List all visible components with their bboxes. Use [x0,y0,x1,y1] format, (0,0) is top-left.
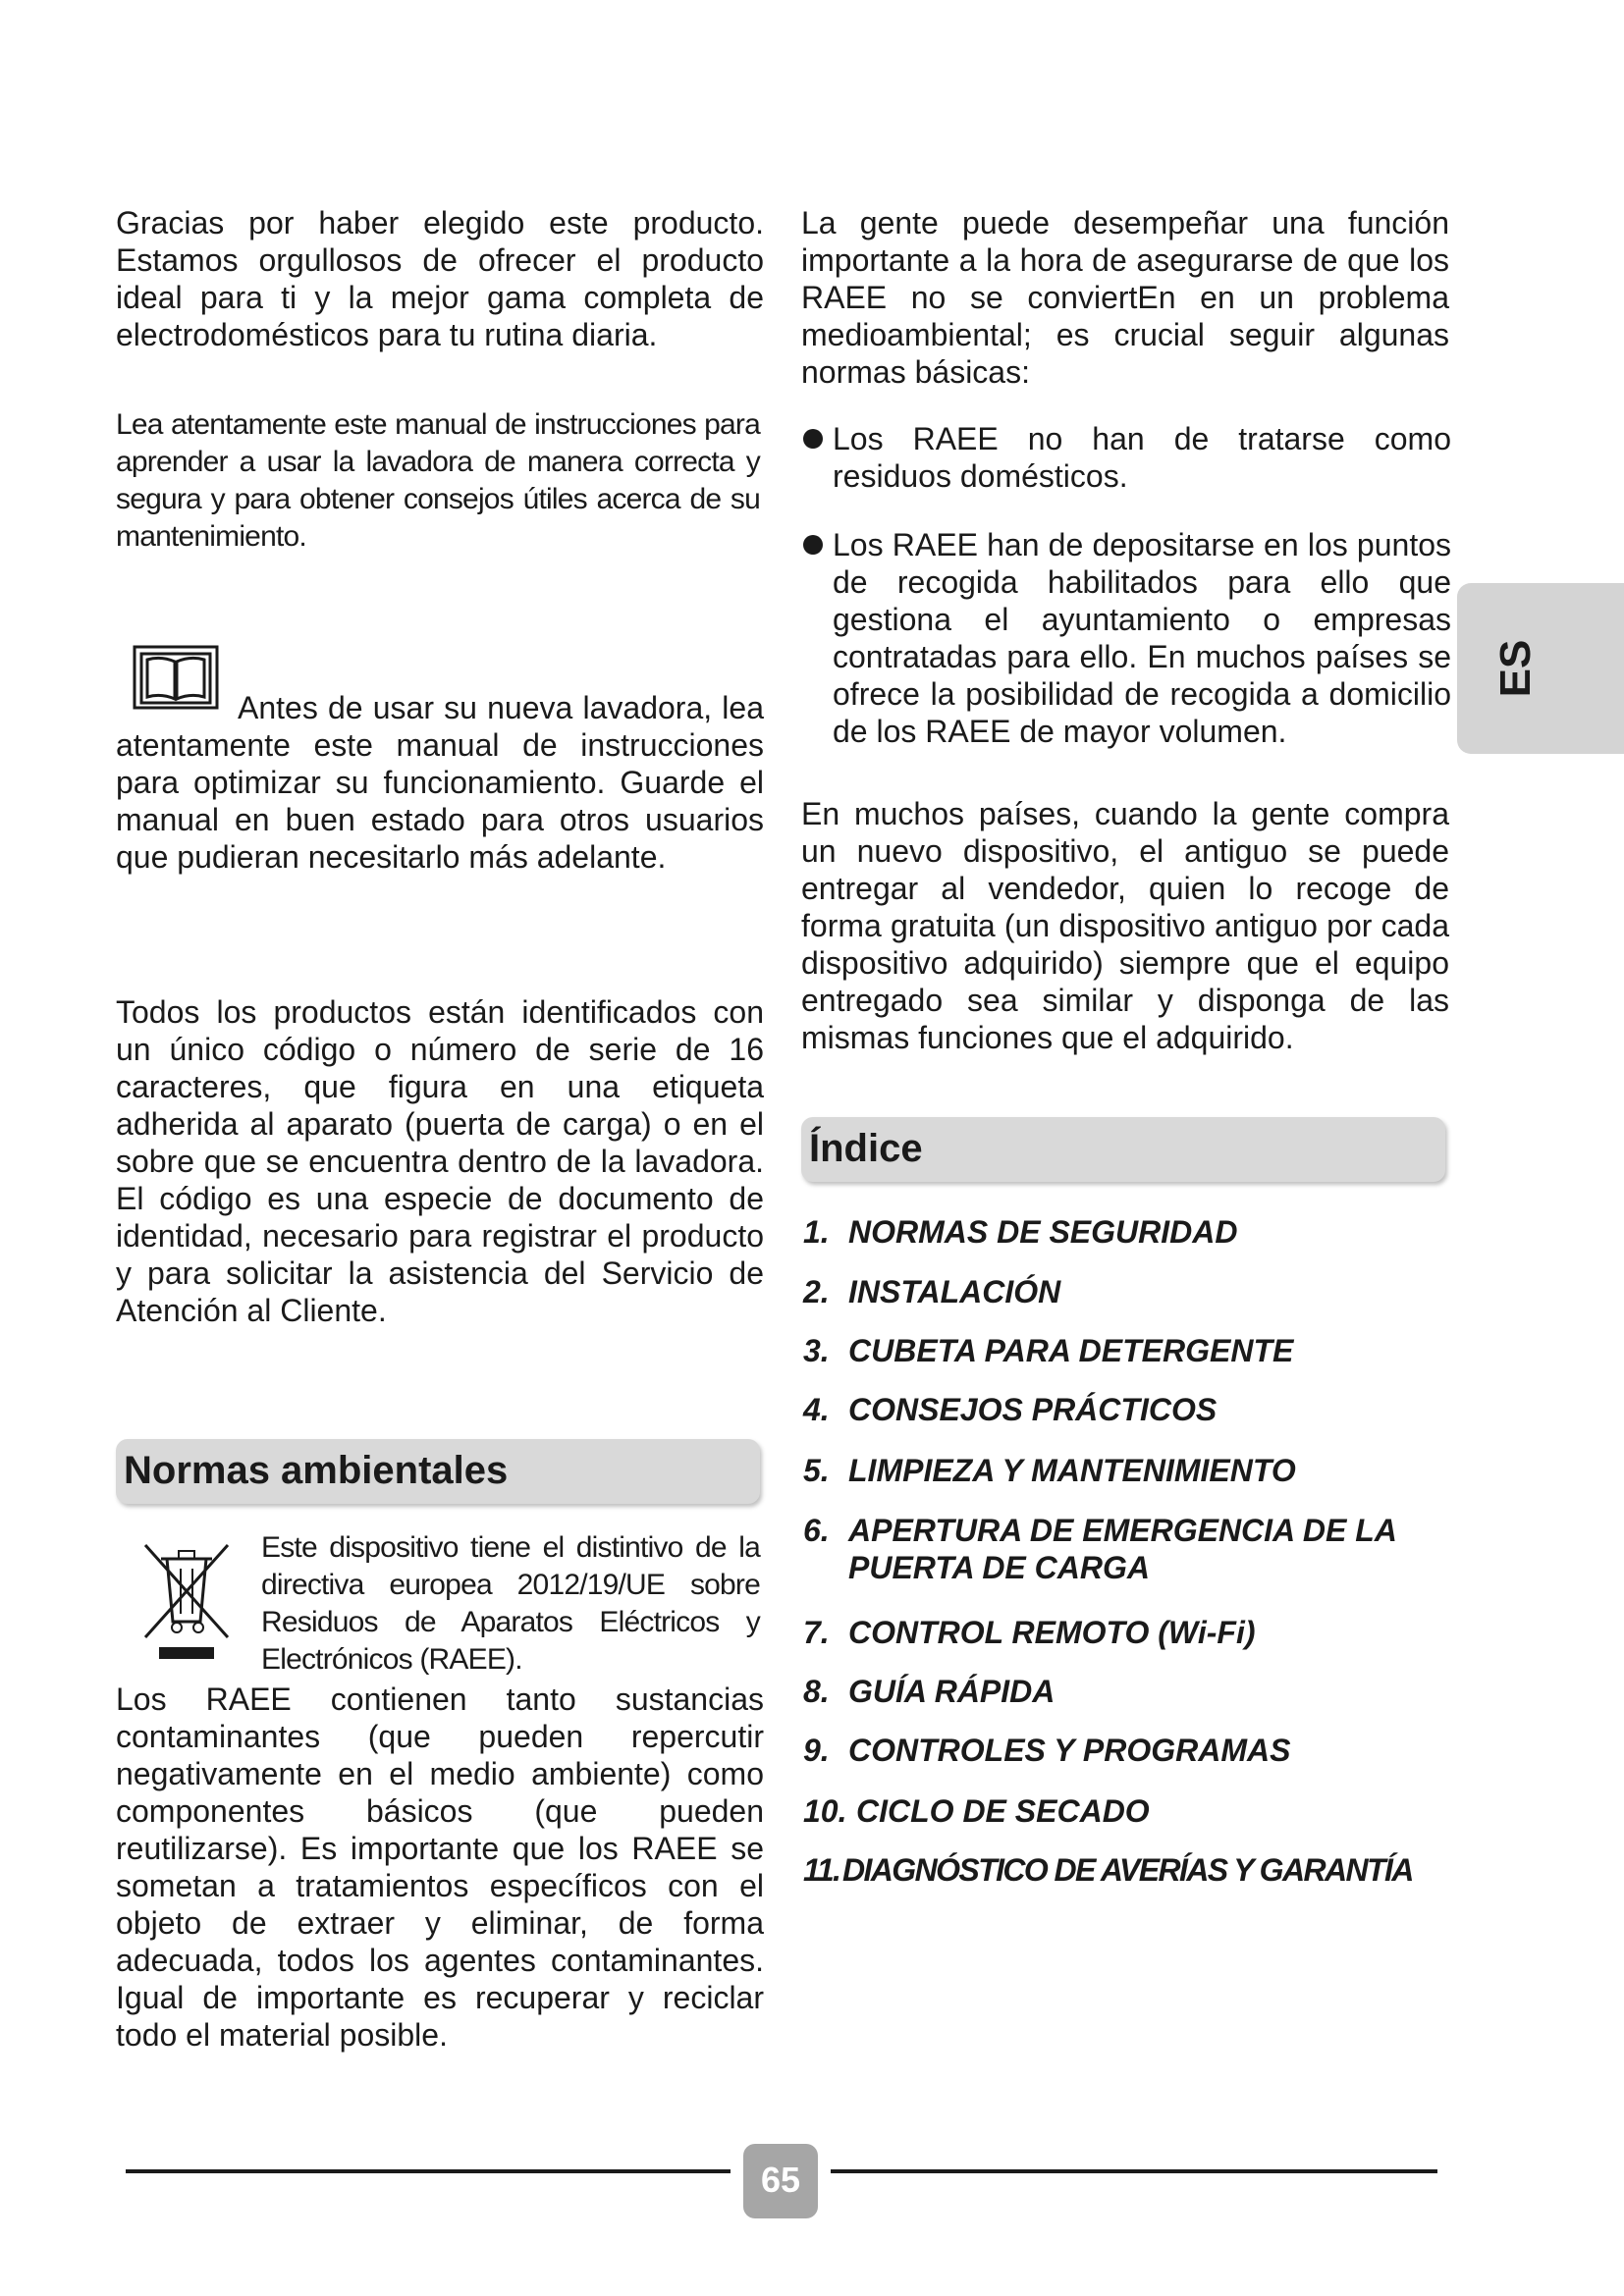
page-number: 65 [760,2160,801,2200]
index-item-number: 2. [803,1274,830,1309]
page-number-badge [743,2144,818,2218]
index-item-number: 11. [803,1852,840,1888]
index-item-label: DIAGNÓSTICO DE AVERÍAS Y GARANTÍA [842,1852,1413,1888]
index-item-label: INSTALACIÓN [848,1274,1061,1309]
index-item-number: 10. [803,1793,847,1829]
index-item-label: NORMAS DE SEGURIDAD [848,1214,1238,1250]
index-item-label: LIMPIEZA Y MANTENIMIENTO [848,1453,1296,1488]
env-heading [116,1439,760,1504]
bullet-dot-icon [803,535,823,555]
index-item-number: 1. [803,1214,830,1250]
index-item-label: CONTROLES Y PROGRAMAS [848,1733,1291,1768]
index-item-number: 3. [803,1333,830,1368]
index-item-number: 5. [803,1453,830,1488]
index-heading-label: Índice [809,1127,923,1170]
language-tab-label: ES [1491,639,1540,698]
index-item-label: CONSEJOS PRÁCTICOS [848,1392,1218,1427]
before-use-paragraph: Antes de usar su nueva lavadora, lea atentamente este manual de instrucciones para optimizar su funcionamiento. Guarde el manual en buen estado para otros usuarios que pudieran necesitarlo más adelante. [116,690,764,875]
index-item-label: CUBETA PARA DETERGENTE [848,1333,1294,1368]
footer-rule-left [126,2169,731,2173]
bullet-dot-icon [803,429,823,449]
env-heading-label: Normas ambientales [124,1449,509,1492]
index-item-label: CICLO DE SECADO [856,1793,1150,1829]
read-manual-paragraph: Lea atentamente este manual de instrucciones para aprender a usar la lavadora de manera correcta y segura y para obtener consejos útiles acerca de su mantenimiento. [116,408,760,553]
language-tab [1457,583,1624,754]
return-old-paragraph: En muchos países, cuando la gente compra un nuevo dispositivo, el antiguo se puede entregar al vendedor, quien lo recoge de forma gratuita (un dispositivo antiguo por cada dispositivo adquirido) siempre que el equipo entregado sea similar y disponga de las mismas funciones que el adquirido. [801,796,1449,1055]
index-item-label: CONTROL REMOTO (Wi-Fi) [848,1615,1256,1650]
footer-rule-right [831,2169,1437,2173]
index-item-number: 9. [803,1733,830,1768]
index-item-number: 4. [803,1392,830,1427]
bullet-text: Los RAEE no han de tratarse como residuos domésticos. [833,421,1451,494]
serial-paragraph: Todos los productos están identificados con un único código o número de serie de 16 caracteres, que figura en una etiqueta adherida al aparato (puerta de carga) o en el sobre que se encuentra dentro de la lavadora. El código es una especie de documento de identidad, necesario para registrar el producto y para solicitar la asistencia del Servicio de Atención al Cliente. [116,994,764,1328]
index-item-number: 6. [803,1513,830,1548]
bullet-text: Los RAEE han de depositarse en los puntos de recogida habilitados para ello que gestiona el ayuntamiento o empresas contratadas para ello. En muchos países se ofrece la posibilidad de recogida a domicilio de los RAEE de mayor volumen. [833,527,1451,749]
index-item-label: APERTURA DE EMERGENCIA DE LA PUERTA DE CARGA [848,1513,1396,1585]
index-item-label: GUÍA RÁPIDA [848,1674,1056,1709]
people-role-paragraph: La gente puede desempeñar una función importante a la hora de asegurarse de que los RAEE no se conviertEn en un problema medioambiental; es crucial seguir algunas normas básicas: [801,205,1449,390]
weee-bin-icon [141,1535,232,1663]
index-heading [801,1117,1445,1182]
index-item-number: 8. [803,1674,830,1709]
index-item-number: 7. [803,1615,830,1650]
weee-label-paragraph: Este dispositivo tiene el distintivo de la directiva europea 2012/19/UE sobre Residuos de Aparatos Eléctricos y Electrónicos (RAEE). [261,1531,760,1676]
weee-body-paragraph: Los RAEE contienen tanto sustancias contaminantes (que pueden repercutir negativamente en el medio ambiente) como componentes básicos (que pueden reutilizarse). Es importante que los RAEE se sometan a tratamientos específicos con el objeto de extraer y eliminar, de forma adecuada, todos los agentes contaminantes. Igual de importante es recuperar y reciclar todo el material posible. [116,1682,764,2053]
intro-paragraph: Gracias por haber elegido este producto. Estamos orgullosos de ofrecer el producto ideal para ti y la mejor gama completa de electrodomésticos para tu rutina diaria. [116,205,764,352]
